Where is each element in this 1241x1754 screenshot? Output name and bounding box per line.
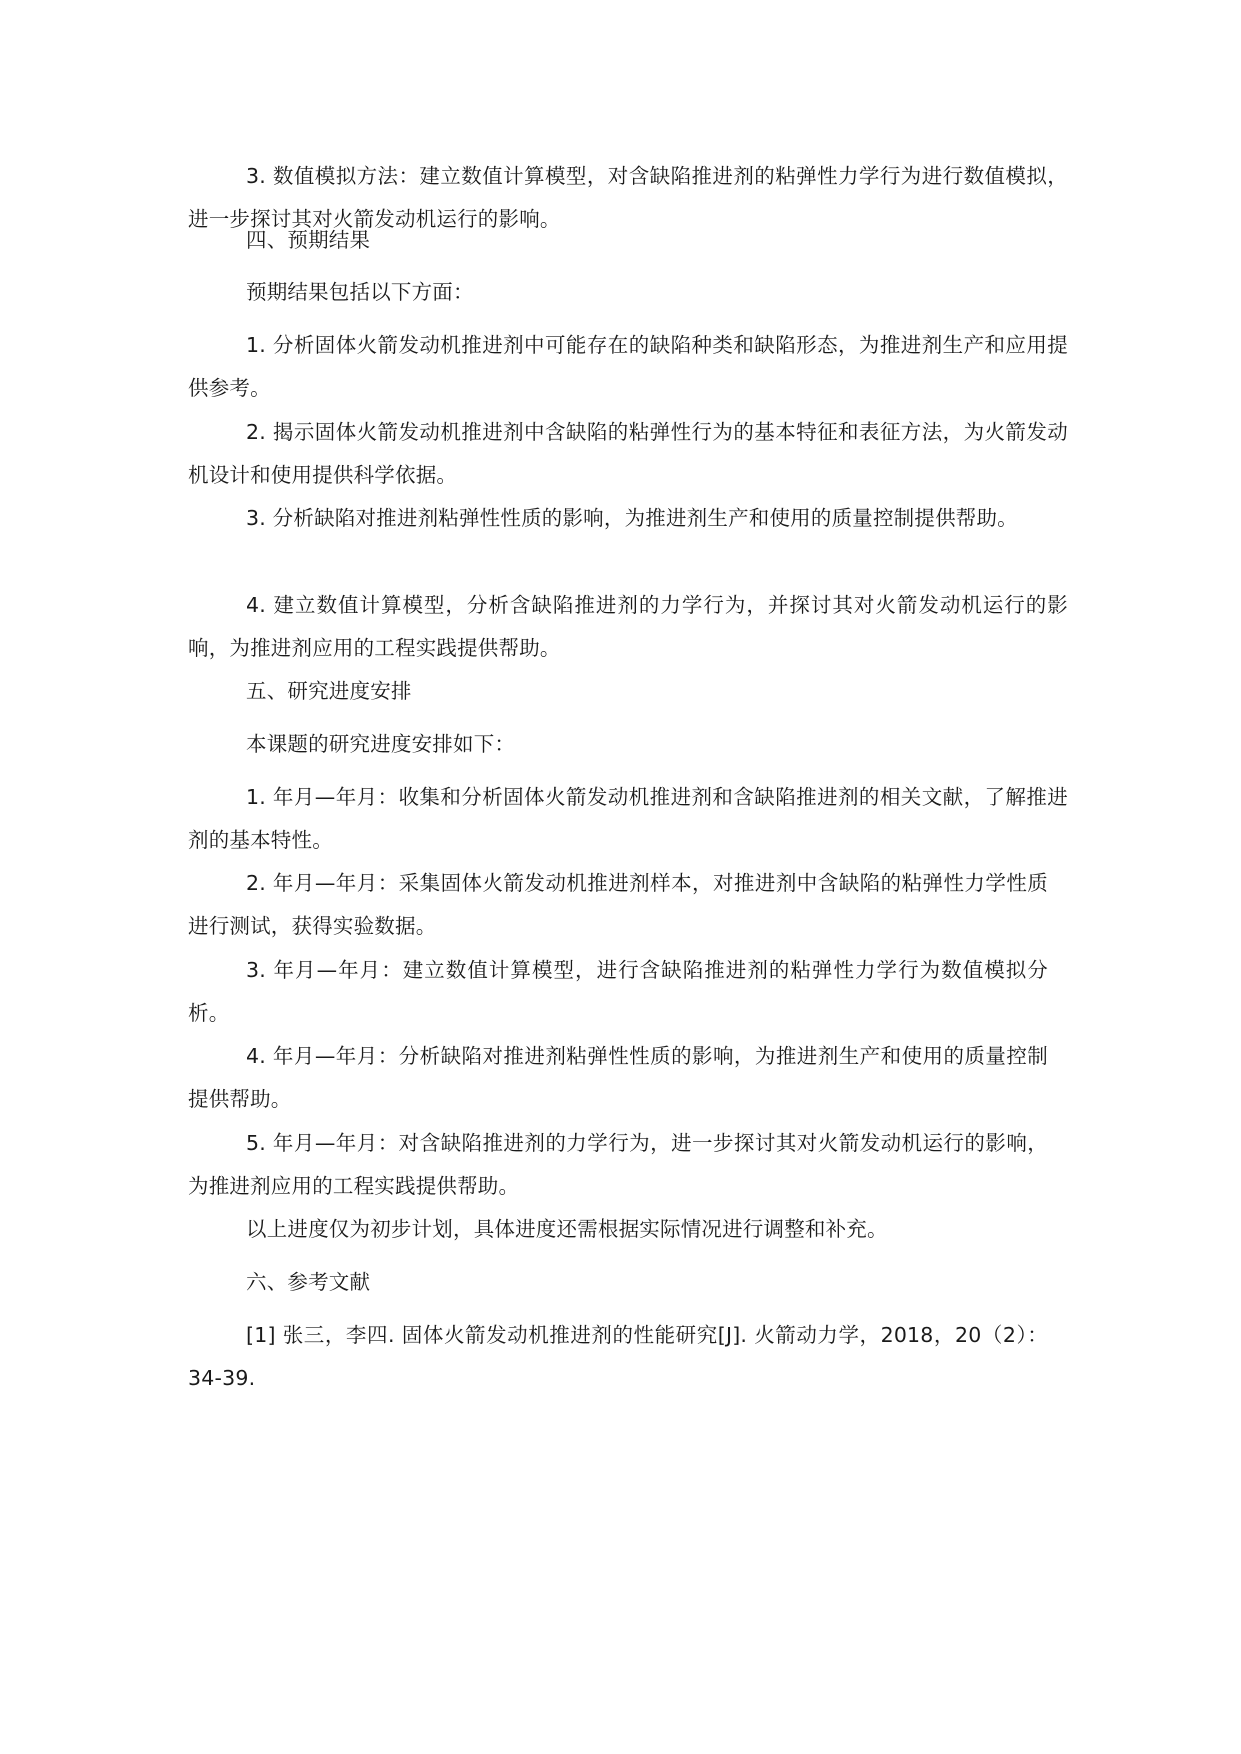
reference-1: [1] 张三，李四. 固体火箭发动机推进剂的性能研究[J]. 火箭动力学，2018，20（2）：34-39.: [188, 1323, 1048, 1390]
section-4-intro: 预期结果包括以下方面：: [246, 280, 474, 304]
schedule-3-paragraph: 3. 年月—年月：建立数值计算模型，进行含缺陷推进剂的粘弹性力学行为数值模拟分析。: [188, 958, 1048, 1025]
method-3-paragraph: 3. 数值模拟方法：建立数值计算模型，对含缺陷推进剂的粘弹性力学行为进行数值模拟，进一步探讨其对火箭发动机运行的影响。: [188, 164, 1068, 231]
section-4-heading: 四、预期结果: [246, 228, 371, 252]
section-6-heading: 六、参考文献: [246, 1270, 371, 1294]
schedule-1-paragraph: 1. 年月—年月：收集和分析固体火箭发动机推进剂和含缺陷推进剂的相关文献，了解推进剂的基本特性。: [188, 785, 1068, 852]
result-1-paragraph: 1. 分析固体火箭发动机推进剂中可能存在的缺陷种类和缺陷形态，为推进剂生产和应用提供参考。: [188, 333, 1068, 400]
section-5-intro: 本课题的研究进度安排如下：: [246, 732, 516, 756]
schedule-note: 以上进度仅为初步计划，具体进度还需根据实际情况进行调整和补充。: [246, 1217, 888, 1241]
result-2-paragraph: 2. 揭示固体火箭发动机推进剂中含缺陷的粘弹性行为的基本特征和表征方法，为火箭发动机设计和使用提供科学依据。: [188, 420, 1068, 487]
schedule-2-paragraph: 2. 年月—年月：采集固体火箭发动机推进剂样本，对推进剂中含缺陷的粘弹性力学性质进行测试，获得实验数据。: [188, 871, 1048, 938]
schedule-5-paragraph: 5. 年月—年月：对含缺陷推进剂的力学行为，进一步探讨其对火箭发动机运行的影响，为推进剂应用的工程实践提供帮助。: [188, 1131, 1048, 1198]
result-3-paragraph: 3. 分析缺陷对推进剂粘弹性性质的影响，为推进剂生产和使用的质量控制提供帮助。: [246, 506, 1018, 530]
result-4-paragraph: 4. 建立数值计算模型，分析含缺陷推进剂的力学行为，并探讨其对火箭发动机运行的影响，为推进剂应用的工程实践提供帮助。: [188, 593, 1068, 660]
section-5-heading: 五、研究进度安排: [246, 679, 412, 703]
schedule-4-paragraph: 4. 年月—年月：分析缺陷对推进剂粘弹性性质的影响，为推进剂生产和使用的质量控制提供帮助。: [188, 1044, 1048, 1111]
